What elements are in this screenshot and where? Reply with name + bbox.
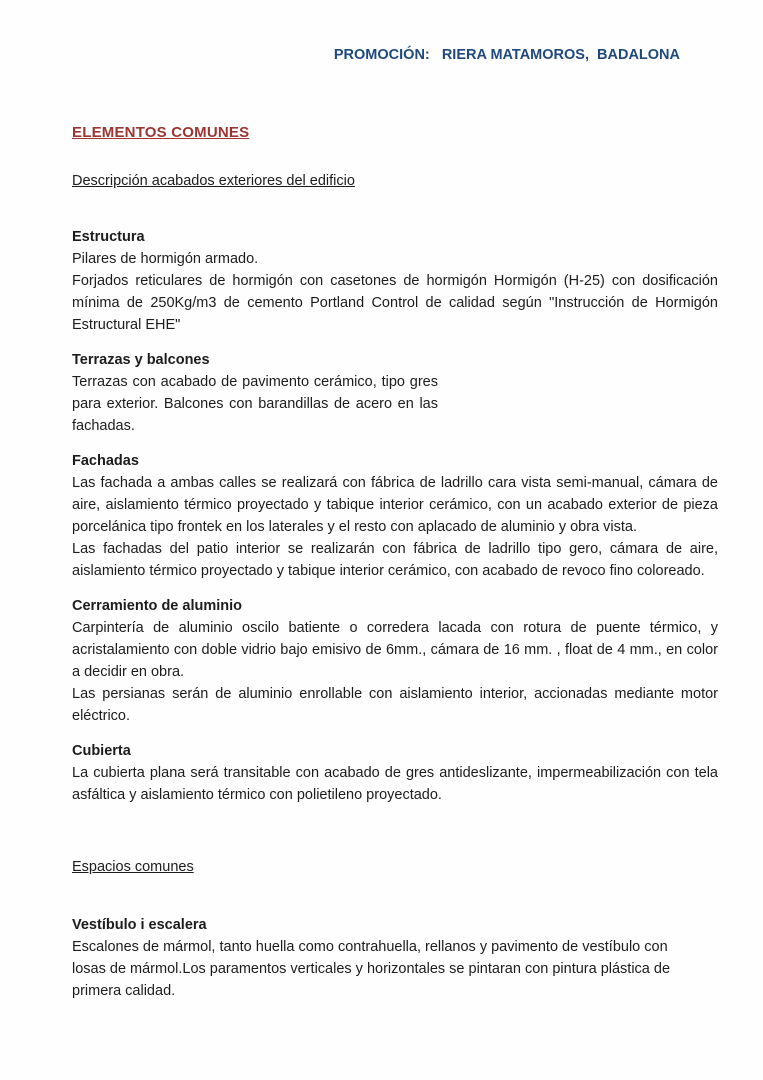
- section-heading-cubierta: Cubierta: [72, 743, 131, 759]
- section-heading-estructura: Estructura: [72, 229, 145, 245]
- section-cubierta: [72, 740, 718, 806]
- main-title: ELEMENTOS COMUNES: [72, 124, 250, 141]
- paragraph: Terrazas con acabado de pavimento cerámico, tipo gres para exterior. Balcones con barandillas de acero en las fachadas.: [72, 374, 438, 434]
- exterior-finishes-subtitle: Descripción acabados exteriores del edificio: [72, 173, 355, 189]
- section-heading-fachadas: Fachadas: [72, 453, 139, 469]
- paragraph: Pilares de hormigón armado.: [72, 251, 259, 267]
- section-fachadas: [72, 450, 718, 582]
- section-cerramiento-de-aluminio: [72, 595, 718, 727]
- common-spaces-subtitle: Espacios comunes: [72, 859, 194, 875]
- section-heading-vestibulo-i-escalera: Vestíbulo i escalera: [72, 917, 207, 933]
- paragraph: Carpintería de aluminio oscilo batiente o corredera lacada con rotura de puente térmico, y acristalamiento con doble vidrio bajo emisivo de 6mm., cámara de 16 mm. , float de 4 mm., en color a decidir en obra.: [72, 620, 718, 680]
- paragraph: Las persianas serán de aluminio enrollable con aislamiento interior, accionadas mediante motor eléctrico.: [72, 686, 718, 724]
- paragraph: Forjados reticulares de hormigón con casetones de hormigón Hormigón (H-25) con dosificación mínima de 250Kg/m3 de cemento Portland Control de calidad según "Instrucción de Hormigón Estructural EHE": [72, 273, 718, 333]
- paragraph: La cubierta plana será transitable con acabado de gres antideslizante, impermeabilización con tela asfáltica y aislamiento térmico con polietileno proyectado.: [72, 765, 718, 803]
- section-vestibulo-i-escalera: [72, 914, 718, 1002]
- section-terrazas-y-balcones: [72, 349, 718, 437]
- section-heading-terrazas-y-balcones: Terrazas y balcones: [72, 352, 210, 368]
- paragraph: Las fachadas del patio interior se realizarán con fábrica de ladrillo tipo gero, cámara de aire, aislamiento térmico proyectado y tabique interior cerámico, con acabado de revoco fino coloreado.: [72, 541, 718, 579]
- paragraph: Escalones de mármol, tanto huella como contrahuella, rellanos y pavimento de vestíbulo con losas de mármol.Los paramentos verticales y horizontales se pintaran con pintura plástica de primera calidad.: [72, 939, 671, 999]
- section-heading-cerramiento-de-aluminio: Cerramiento de aluminio: [72, 598, 243, 614]
- promotion-header: PROMOCIÓN: RIERA MATAMOROS, BADALONA: [333, 47, 680, 63]
- paragraph: Las fachada a ambas calles se realizará con fábrica de ladrillo cara vista semi-manual, cámara de aire, aislamiento térmico proyectado y tabique interior cerámico, con un acabado exterior de pieza porcelánica tipo frontek en los laterales y el resto con aplacado de aluminio y obra vista.: [72, 475, 718, 535]
- section-estructura: [72, 226, 718, 336]
